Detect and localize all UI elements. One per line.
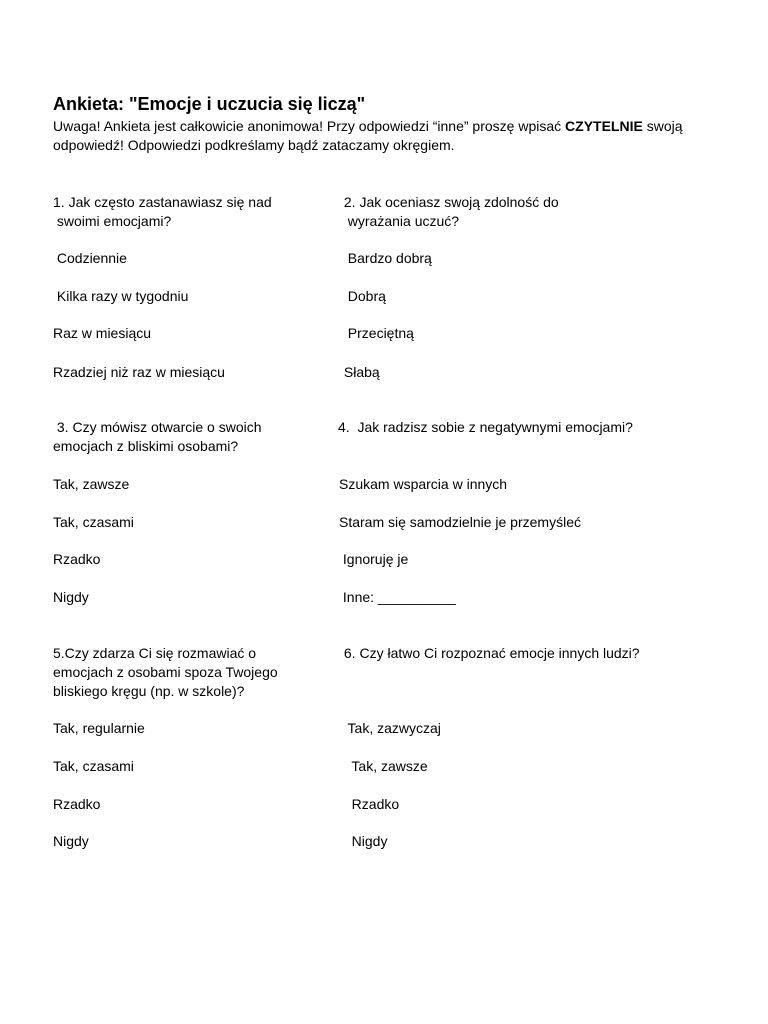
intro-emphasis: CZYTELNIE (565, 118, 643, 134)
answer-option[interactable]: Tak, zazwyczaj (340, 720, 441, 736)
question-6-text-line: 6. Czy łatwo Ci rozpoznać emocje innych ludzi? (340, 645, 640, 661)
question-1-text-line: swoimi emocjami? (53, 213, 172, 229)
answer-option[interactable]: Nigdy (53, 589, 89, 605)
answer-option[interactable]: Dobrą (340, 288, 386, 304)
question-2-text-line: wyrażania uczuć? (340, 213, 460, 229)
answer-option[interactable]: Słabą (340, 364, 380, 380)
intro-line-1 (53, 117, 683, 136)
question-4-text-line: 4. Jak radzisz sobie z negatywnymi emocjami? (338, 419, 633, 435)
intro-text: Uwaga! Ankieta jest całkowicie anonimowa! Przy odpowiedzi “inne” proszę wpisać (53, 118, 566, 134)
question-5-text-line: 5.Czy zdarza Ci się rozmawiać o (53, 645, 257, 661)
question-5-text-line: bliskiego kręgu (np. w szkole)? (53, 683, 245, 699)
intro-line-2: odpowiedź! Odpowiedzi podkreślamy bądź zataczamy okręgiem. (53, 137, 455, 153)
answer-option[interactable]: Rzadziej niż raz w miesiącu (53, 364, 225, 380)
answer-option[interactable]: Tak, czasami (53, 758, 134, 774)
answer-option[interactable]: Rzadko (53, 551, 101, 567)
answer-option[interactable]: Tak, czasami (53, 514, 134, 530)
answer-option[interactable]: Nigdy (340, 833, 388, 849)
answer-option[interactable]: Tak, regularnie (53, 720, 145, 736)
answer-option[interactable]: Rzadko (53, 796, 101, 812)
answer-option[interactable]: Tak, zawsze (340, 758, 428, 774)
answer-option[interactable]: Przeciętną (340, 325, 414, 341)
intro-text-end: swoją (642, 118, 683, 134)
answer-option[interactable]: Tak, zawsze (53, 476, 130, 492)
answer-option[interactable]: Nigdy (53, 833, 89, 849)
answer-option[interactable]: Ignoruję je (339, 551, 409, 567)
answer-option[interactable]: Staram się samodzielnie je przemyśleć (339, 514, 581, 530)
question-2-text-line: 2. Jak oceniasz swoją zdolność do (340, 194, 559, 210)
answer-option[interactable]: Kilka razy w tygodniu (53, 288, 189, 304)
answer-option[interactable]: Szukam wsparcia w innych (339, 476, 508, 492)
answer-option[interactable]: Raz w miesiącu (53, 325, 152, 341)
answer-option[interactable]: Rzadko (340, 796, 400, 812)
question-5-text-line: emocjach z osobami spoza Twojego (53, 664, 278, 680)
survey-title: Ankieta: "Emocje i uczucia się liczą" (53, 94, 366, 114)
question-3-text-line: emocjach z bliskimi osobami? (53, 438, 239, 454)
answer-option[interactable]: Bardzo dobrą (340, 250, 432, 266)
answer-option-other[interactable]: Inne: __________ (339, 589, 456, 605)
question-1-text-line: 1. Jak często zastanawiasz się nad (53, 194, 272, 210)
question-3-text-line: 3. Czy mówisz otwarcie o swoich (53, 419, 262, 435)
answer-option[interactable]: Codziennie (53, 250, 127, 266)
